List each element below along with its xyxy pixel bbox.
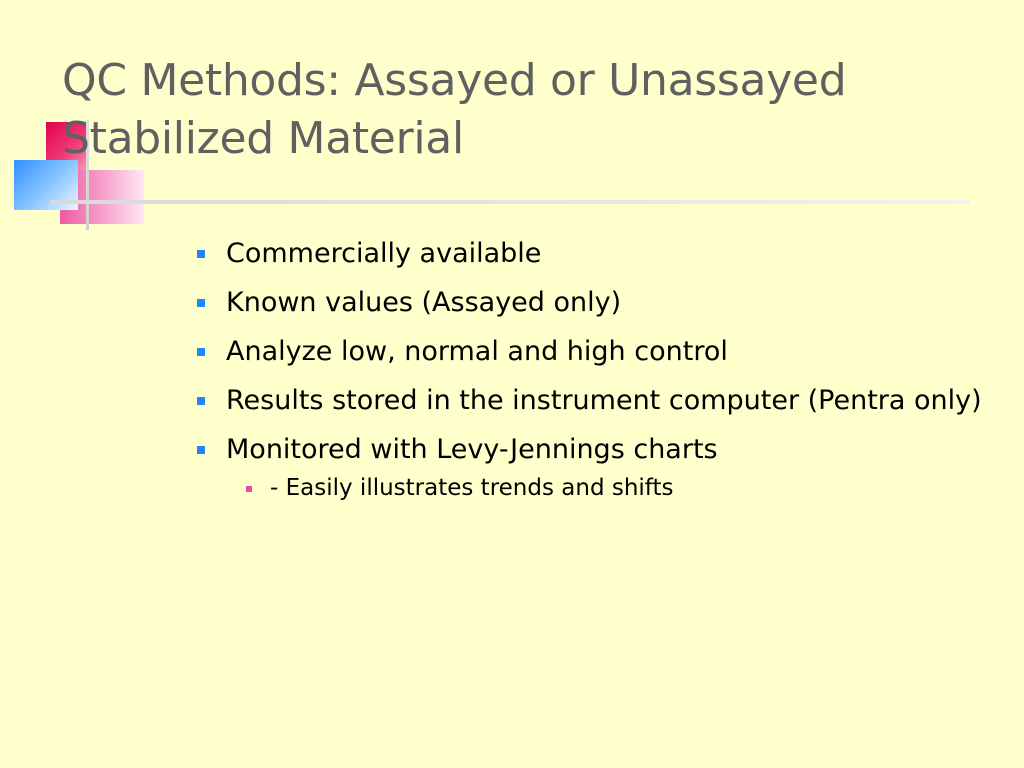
square-bullet-icon (197, 299, 205, 307)
bullet-text: Results stored in the instrument computer (Pentra only) (226, 385, 982, 416)
slide-content (196, 234, 996, 515)
bullet-list (196, 234, 996, 506)
square-bullet-icon (197, 348, 205, 356)
bullet-text: Known values (Assayed only) (226, 287, 622, 318)
square-bullet-icon (197, 446, 205, 454)
slide-title: QC Methods: Assayed or Unassayed Stabilized Material (62, 55, 847, 164)
bullet-item (196, 332, 996, 372)
bullet-text: Commercially available (226, 238, 542, 269)
square-sub-bullet-icon (246, 486, 252, 492)
bullet-item (196, 430, 996, 506)
bullet-item (196, 381, 996, 421)
bullet-item (196, 283, 996, 323)
bullet-text: Monitored with Levy-Jennings charts (226, 434, 718, 465)
sub-bullet-list (226, 470, 996, 506)
sub-bullet-text: - Easily illustrates trends and shifts (270, 475, 674, 501)
decorative-horizontal-line (50, 200, 970, 204)
square-bullet-icon (197, 397, 205, 405)
square-bullet-icon (197, 250, 205, 258)
bullet-item (196, 234, 996, 274)
sub-bullet-item (226, 470, 996, 506)
bullet-text: Analyze low, normal and high control (226, 336, 728, 367)
